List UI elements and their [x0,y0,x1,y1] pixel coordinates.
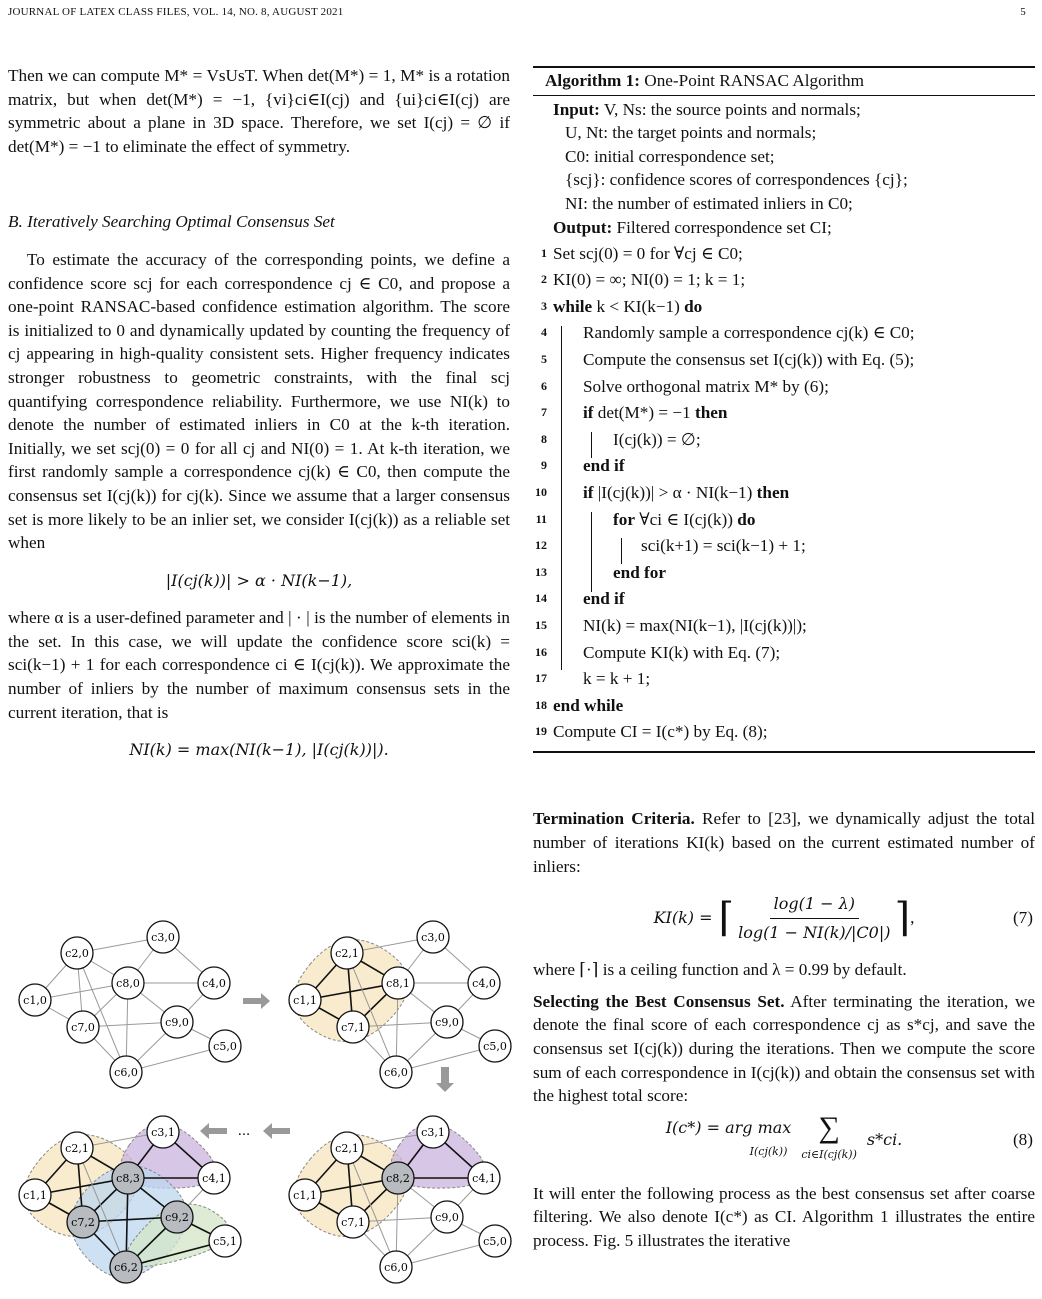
input-line: C0: initial correspondence set; [565,146,775,166]
node-label: c8,1 [386,977,410,990]
algorithm-label: Algorithm 1: [545,71,640,90]
indent-guide [561,326,562,670]
input-line: {scj}: confidence scores of correspondences {cj}; [565,170,908,190]
algorithm-step: 16 Compute KI(k) with Eq. (7); [535,642,781,662]
left-column [8,64,510,776]
node-label: c7,1 [341,1216,365,1229]
algorithm-step: 1 Set scj(0) = 0 for ∀cj ∈ C0; [541,243,743,263]
node-label: c4,0 [202,977,226,990]
eq7-fraction [738,892,890,944]
node-label: c3,1 [421,1126,445,1139]
indent-guide [591,432,592,458]
algorithm-step: 10 if |I(cj(k))| > α · NI(k−1) then [535,483,790,502]
eq8-sum [801,1110,857,1167]
algorithm-step: 7 if det(M*) = −1 then [541,403,728,423]
node-label: c9,0 [165,1016,189,1029]
select-heading: Selecting the Best Consensus Set. [533,991,785,1011]
journal-name: JOURNAL OF LATEX CLASS FILES, VOL. 14, NO. 8, AUGUST 2021 [8,6,344,18]
sum-icon: ∑ [818,1110,840,1144]
arrow-right-icon [243,993,270,1009]
figure-consensus-graphs [0,905,520,1299]
node-label: c7,0 [71,1021,95,1034]
eq8-under: I(cj(k)) [749,1144,788,1158]
node-label: c5,0 [213,1040,237,1053]
equation-8 [533,1108,1035,1172]
page-header [8,6,1034,22]
algorithm-step: 18 end while [535,695,624,715]
output-label: Output: [553,217,613,237]
algorithm-step: 2 KI(0) = ∞; NI(0) = 1; k = 1; [541,270,746,290]
node-label: c6,2 [114,1261,138,1274]
algorithm-step: 3 while k < KI(k−1) do [541,296,703,316]
algorithm-step: 14 end if [535,589,625,609]
equation-inlier-condition [8,569,510,593]
node-label: c9,0 [435,1016,459,1029]
node-label: c2,1 [335,1142,359,1155]
algorithm-step: 8 I(cj(k)) = ∅; [541,429,701,449]
paragraph-termination [533,807,1035,878]
node-label: c3,0 [151,931,175,944]
ceil-right-icon: ⌉ [894,895,911,941]
eq8-lhs: I(c*) = arg max [665,1118,792,1138]
eq8-argmax [666,1116,792,1163]
algorithm-steps [533,240,1035,745]
eq7-numerator: log(1 − λ) [770,892,859,919]
node-label: c2,1 [335,947,359,960]
algorithm-step: 13 end for [535,562,666,582]
paragraph-symmetry: Then we can compute M* = VsUsT. When det(M*) = 1, M* is a rotation matrix, but when det(M*) = −1, {vi}ci∈I(cj) and {ui}ci∈I(cj) are symmetric about a plane in 3D space. Therefore, we set I(cj) = ∅ if det(M*) = −1 to eliminate the effect of symmetry. [8,66,510,156]
node-label: c5,1 [213,1235,237,1248]
algorithm-step: 15 NI(k) = max(NI(k−1), |I(cj(k))|); [535,615,807,635]
paragraph-ceiling: where ⌈·⌉ is a ceiling function and λ = 0.99 by default. [533,960,907,980]
node-label: c2,1 [65,1142,89,1155]
page-number: 5 [1020,6,1026,18]
eq7-denominator: log(1 − NI(k)/|C0|) [738,922,891,942]
node-label: c8,2 [386,1172,410,1185]
select-body: After terminating the iteration, we denote the final score of each correspondence cj as s*cj, and save the consensus set I(cj(k)) during the iterations. Then we compute the score sum of each correspondence in I(cj(k)) and obtain the consensus set with the highest total score: [533,991,1035,1106]
equation-inlier-text: |I(cj(k))| > α · NI(k−1), [165,570,353,590]
node-label: c4,1 [202,1172,226,1185]
node-label: c8,0 [116,977,140,990]
node-label: c1,0 [23,994,47,1007]
algorithm-step: 6 Solve orthogonal matrix M* by (6); [541,376,829,396]
equation-7: KI(k) = ⌈ $\frac{\log(1 - \lambda)}{\log(1 - NI(k)/|C0|)}$ ⌉ , (7) [533,888,1035,948]
algorithm-step: 17 k = k + 1; [535,669,651,689]
input-line: NI: the number of estimated inliers in C0; [565,193,853,213]
eq8-sum-under: ci∈I(cj(k)) [801,1147,857,1161]
subsection-heading: B. Iteratively Searching Optimal Consensus Set [8,212,335,232]
algorithm-input [533,98,1035,240]
eq7-tag: (7) [1012,908,1033,928]
paragraph-process: It will enter the following process as the best consensus set after coarse filtering. We also denote I(c*) as CI. Algorithm 1 illustrates the entire process. Fig. 5 illustrates the iterative [533,1183,1035,1250]
node-label: c1,1 [293,994,317,1007]
node-label: c4,0 [472,977,496,990]
paragraph-select [533,990,1035,1108]
termination-heading: Termination Criteria. [533,809,695,829]
arrow-left-icon [263,1123,290,1139]
algorithm-box [533,66,1035,753]
node-label: c1,1 [293,1189,317,1202]
paragraph-update: where α is a user-defined parameter and | · | is the number of elements in the set. In this case, we will update the confidence score sci(k) = sci(k−1) + 1 for each correspondence ci ∈ I(cj(k)). We approximate the number of inliers by the number of maximum consensus sets in the current iteration, that is [8,608,510,722]
node-label: c6,0 [384,1066,408,1079]
algorithm-step: 4 Randomly sample a correspondence cj(k) ∈ C0; [541,323,915,343]
equation-inlier-count-text: NI(k) = max(NI(k−1), |I(cj(k))|). [129,740,389,760]
node-label: c2,0 [65,947,89,960]
output-line: Filtered correspondence set CI; [616,217,832,237]
node-label: c1,1 [23,1189,47,1202]
paragraph-confidence: To estimate the accuracy of the corresponding points, we define a confidence score scj for each correspondence cj ∈ C0, and propose a one-point RANSAC-based confidence estimation algorithm. The score is initialized to 0 and dynamically updated by counting the frequency of cj appearing in high-quality consistent sets. Higher frequency indicates stronger robustness to geometric constraints, with the final scj quantifying correspondence reliability. Furthermore, we use NI(k) to denote the number of estimated inliers in C0 at the k-th iteration. Initially, we set scj(0) = 0 for all cj and NI(0) = 1. At k-th iteration, we first randomly sample a correspondence cj(k) ∈ C0, then compute the consensus set I(cj(k)) for cj(k). Since we assume that a larger consensus set is more likely to be an inlier set, we consider I(cj(k)) as a reliable set when [8,249,510,553]
algorithm-name: One-Point RANSAC Algorithm [644,71,864,90]
equation-inlier-count [8,738,510,762]
node-label: c6,0 [114,1066,138,1079]
node-label: c9,2 [165,1211,189,1224]
node-label: c6,0 [384,1261,408,1274]
indent-guide [591,512,592,592]
algorithm-step: 5 Compute the consensus set I(cj(k)) with Eq. (5); [541,350,915,370]
node-label: c7,2 [71,1216,95,1229]
consensus-graph-svg [0,905,520,1299]
input-label: Input: [553,99,600,119]
algorithm-step: 12 sci(k+1) = sci(k−1) + 1; [535,536,806,556]
input-line: V, Ns: the source points and normals; [603,99,861,119]
algorithm-title [533,68,1035,96]
node-label: c8,3 [116,1172,140,1185]
eq7-lhs: KI(k) = [653,908,713,928]
algorithm-step: 11 for ∀ci ∈ I(cj(k)) do [535,509,756,529]
node-label: c5,0 [483,1040,507,1053]
algorithm-step: 9 end if [541,456,625,476]
node-label: c4,1 [472,1172,496,1185]
node-label: c3,1 [151,1126,175,1139]
algorithm-step: 19 Compute CI = I(c*) by Eq. (8); [535,722,768,742]
right-column [533,64,1035,1253]
node-label: c7,1 [341,1021,365,1034]
indent-guide [621,538,622,564]
arrow-left-icon [200,1123,227,1139]
node-label: c9,0 [435,1211,459,1224]
input-line: U, Nt: the target points and normals; [565,123,817,143]
node-label: c5,0 [483,1235,507,1248]
arrow-down-icon [436,1067,454,1092]
ceil-left-icon: ⌈ [718,895,735,941]
termination-body: Refer to [23], we dynamically adjust the total number of iterations KI(k) based on the current estimated number of inliers: [533,809,1035,876]
eq8-rhs: s*ci. [866,1129,903,1149]
node-label: c3,0 [421,931,445,944]
ellipsis-label: ... [237,1124,251,1139]
eq8-tag: (8) [1012,1129,1033,1149]
